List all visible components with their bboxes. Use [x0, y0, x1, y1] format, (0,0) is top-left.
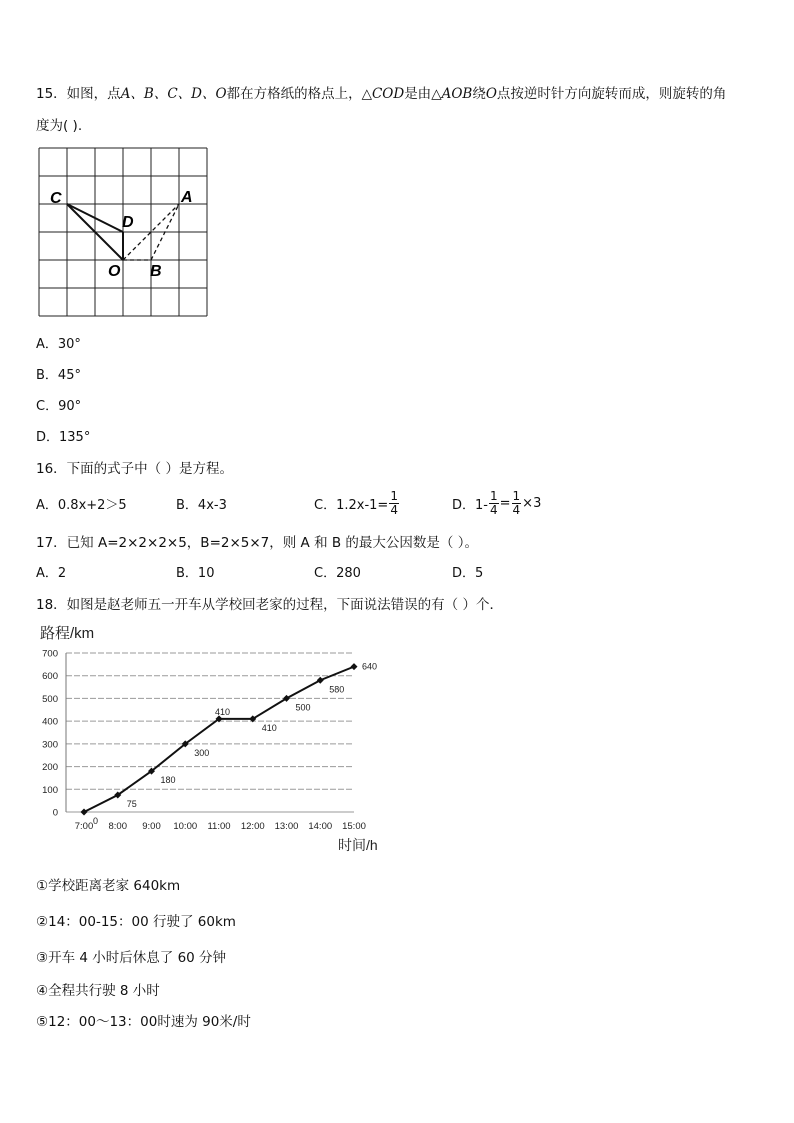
fraction: $\frac{1}{4}$	[390, 488, 398, 517]
q17-option-b[interactable]: B．10	[176, 566, 215, 581]
series-line	[84, 667, 354, 812]
q18-statement-5: ⑤12：00～13：00时速为 90米/时	[36, 1014, 251, 1030]
q15-option-a[interactable]: A．30°	[36, 337, 81, 352]
x-tick-label: 9:00	[142, 821, 161, 832]
q17-option-a[interactable]: A．2	[36, 566, 67, 581]
label-b: B	[150, 263, 162, 280]
q16-option-c[interactable]: C．1.2x-1= $\frac{1}{4}$	[314, 488, 398, 517]
y-tick-label: 400	[42, 716, 58, 728]
x-tick-label: 12:00	[240, 821, 265, 832]
y-tick-label: 600	[42, 671, 58, 683]
q16-stem: 16．下面的式子中（ ）是方程。	[36, 461, 233, 477]
label-a: A	[181, 189, 193, 206]
q15-stem-line2: 度为( ).	[36, 118, 83, 134]
fraction: $\frac{1}{4}$	[489, 488, 498, 517]
data-label: 180	[160, 775, 176, 786]
q15-option-b[interactable]: B．45°	[36, 368, 81, 383]
q18-stem: 18．如图是赵老师五一开车从学校回老家的过程，下面说法错误的有（ ）个．	[36, 597, 503, 613]
q18-distance-time-chart	[34, 620, 394, 855]
data-label: 580	[329, 684, 345, 695]
y-tick-label: 300	[42, 739, 58, 751]
q15-grid-figure	[36, 145, 212, 319]
y-axis-title: 路程/km	[40, 625, 95, 642]
x-tick-label: 15:00	[342, 821, 366, 832]
y-tick-label: 100	[42, 784, 58, 796]
x-tick-label: 11:00	[207, 821, 231, 832]
y-tick-label: 500	[42, 693, 58, 705]
q18-statement-4: ④全程共行驶 8 小时	[36, 983, 160, 999]
data-label: 75	[126, 798, 137, 809]
x-axis-title: 时间/h	[338, 837, 378, 853]
data-point	[351, 663, 358, 670]
data-label: 0	[93, 816, 99, 826]
label-c: C	[50, 190, 62, 207]
data-label: 500	[295, 702, 311, 713]
x-tick-label: 10:00	[173, 821, 198, 832]
q16-option-a[interactable]: A．0.8x+2＞5	[36, 498, 127, 513]
q18-statement-2: ②14：00-15：00 行驶了 60km	[36, 914, 236, 930]
q17-stem: 17．已知 A=2×2×2×5，B=2×5×7，则 A 和 B 的最大公因数是（ ）。	[36, 535, 478, 551]
x-tick-label: 7:00	[74, 821, 94, 832]
q16-option-d[interactable]: D．1- $\frac{1}{4}$ = $\frac{1}{4}$ ×3	[452, 488, 542, 517]
q18-statement-1: ①学校距离老家 640km	[36, 878, 181, 894]
q17-option-c[interactable]: C．280	[314, 566, 361, 581]
q15-option-d[interactable]: D．135°	[36, 430, 91, 445]
label-d: D	[122, 214, 134, 231]
q17-option-d[interactable]: D．5	[452, 566, 484, 581]
q16-option-b[interactable]: B．4x-3	[176, 498, 227, 513]
x-tick-label: 8:00	[108, 821, 127, 832]
data-label: 410	[261, 722, 277, 733]
q15-option-c[interactable]: C．90°	[36, 399, 82, 414]
y-tick-label: 700	[42, 648, 58, 660]
y-tick-label: 200	[42, 762, 58, 774]
x-tick-label: 14:00	[308, 821, 333, 832]
fraction: $\frac{1}{4}$	[512, 488, 521, 517]
y-tick-label: 0	[52, 807, 58, 819]
q18-statement-3: ③开车 4 小时后休息了 60 分钟	[36, 950, 227, 966]
q15-stem-line1: 15．如图，点A、B、C、D、O都在方格纸的格点上，△COD是由△AOB绕O点按逆时针方向旋转而成，则旋转的角	[36, 86, 727, 102]
x-tick-label: 13:00	[274, 821, 299, 832]
data-label: 640	[362, 661, 378, 672]
data-label: 300	[194, 747, 210, 758]
label-o: O	[108, 263, 121, 280]
data-label: 410	[215, 706, 231, 717]
data-point	[81, 809, 88, 816]
